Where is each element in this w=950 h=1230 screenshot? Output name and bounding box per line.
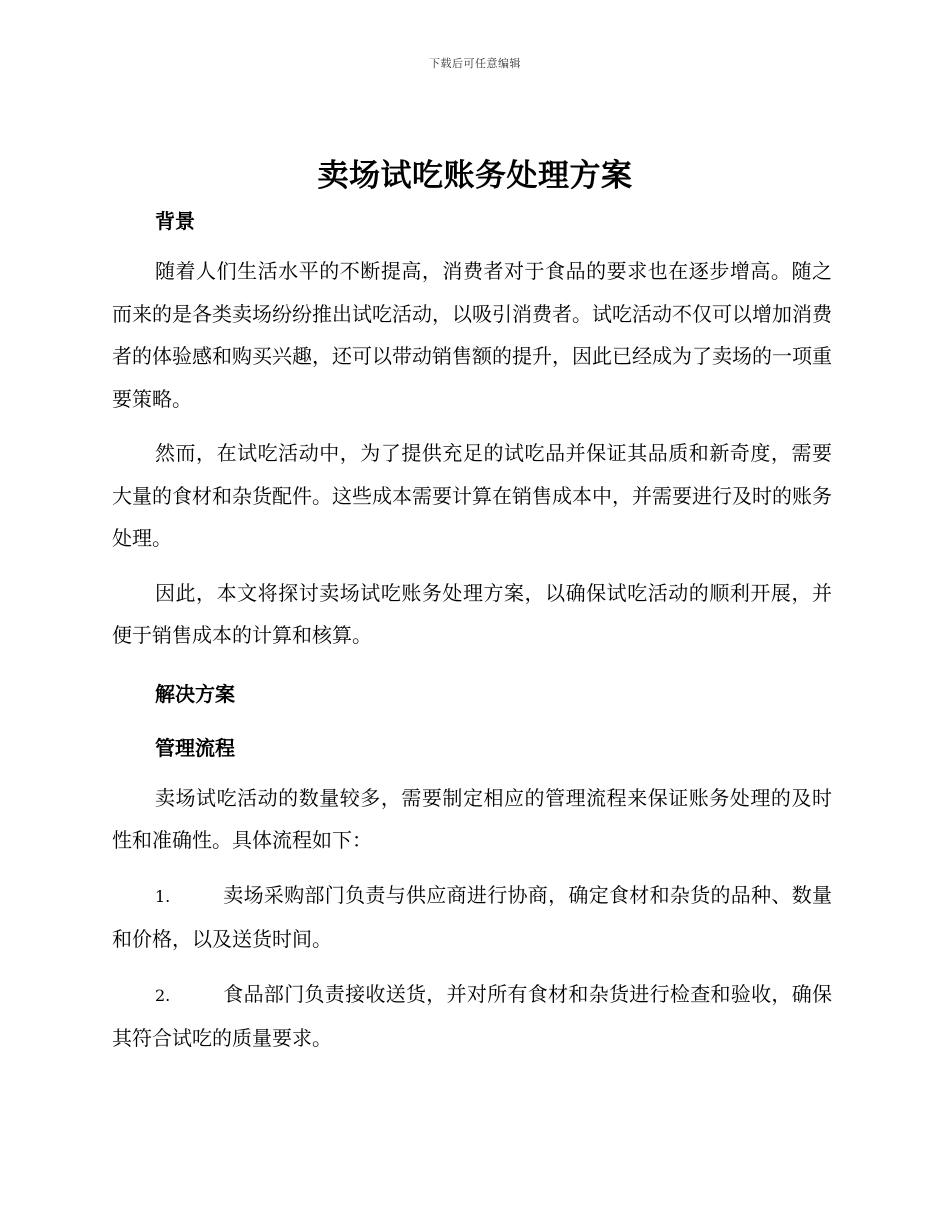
section-heading-solution: 解决方案 [155,681,235,706]
section-heading-background: 背景 [155,209,195,233]
list-item-text: 食品部门负责接收送货，并对所有食材和杂货进行检查和验收，确保其符合试吃的质量要求。 [112,981,832,1050]
document-body [112,204,832,1060]
list-item-number: 1. [155,886,171,906]
list-item [112,874,832,961]
paragraph-process-intro: 卖场试吃活动的数量较多，需要制定相应的管理流程来保证账务处理的及时性和准确性。具体流程如下： [112,785,832,852]
section-heading-process: 管理流程 [155,735,235,760]
list-item-number: 2. [155,985,171,1005]
header-note: 下载后可任意编辑 [429,57,521,70]
document-title: 卖场试吃账务处理方案 [317,158,633,194]
paragraph-background-3: 因此，本文将探讨卖场试吃账务处理方案，以确保试吃活动的顺利开展，并便于销售成本的计算和核算。 [112,580,832,647]
paragraph-background-1: 随着人们生活水平的不断提高，消费者对于食品的要求也在逐步增高。随之而来的是各类卖场纷纷推出试吃活动，以吸引消费者。试吃活动不仅可以增加消费者的体验感和购买兴趣，还可以带动销售额的提升，因此已经成为了卖场的一项重要策略。 [112,259,832,411]
list-item [112,973,832,1060]
list-item-text: 卖场采购部门负责与供应商进行协商，确定食材和杂货的品种、数量和价格，以及送货时间。 [112,882,832,951]
paragraph-background-2: 然而，在试吃活动中，为了提供充足的试吃品并保证其品质和新奇度，需要大量的食材和杂货配件。这些成本需要计算在销售成本中，并需要进行及时的账务处理。 [112,441,832,550]
